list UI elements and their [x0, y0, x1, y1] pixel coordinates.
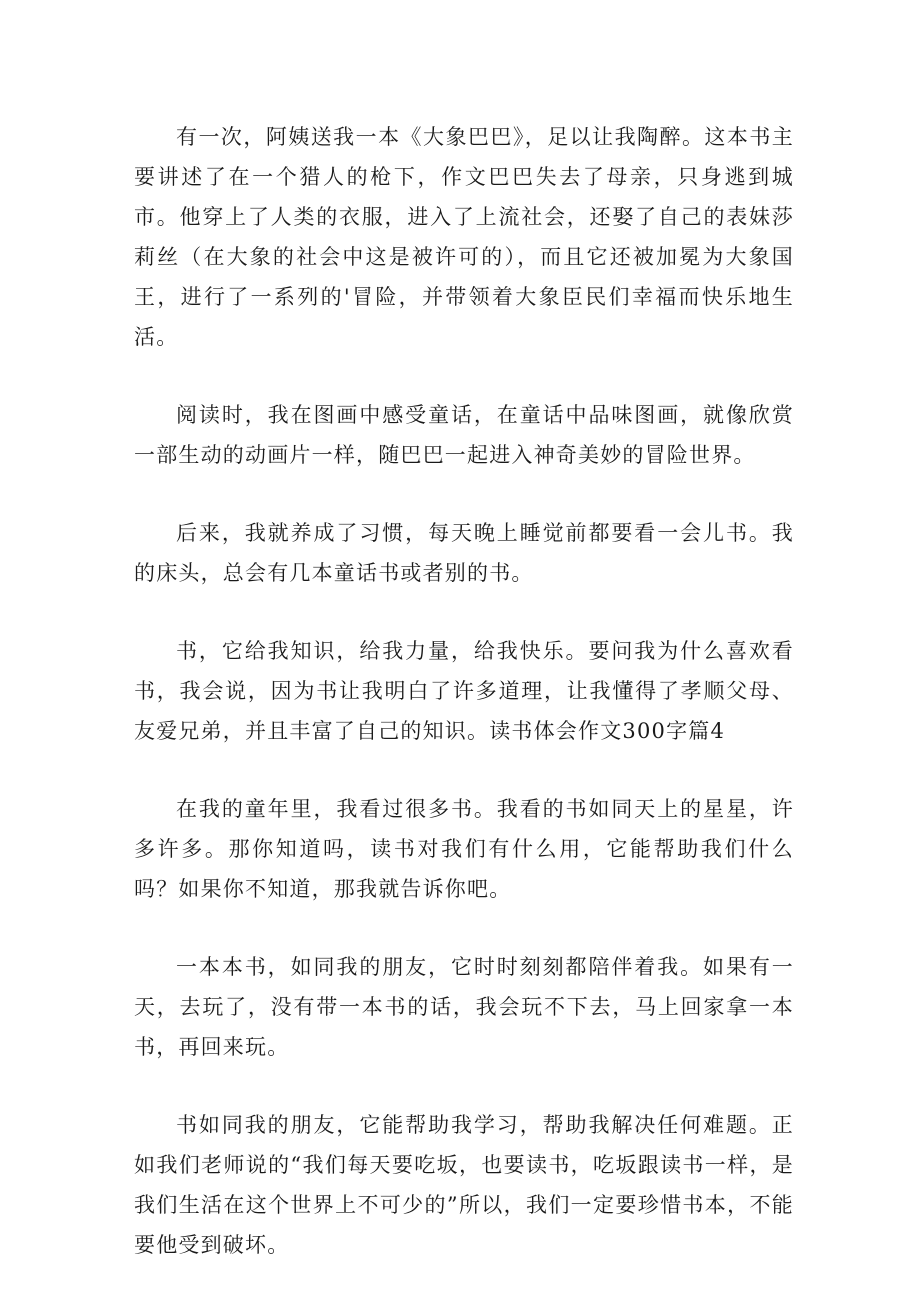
paragraph-5: 在我的童年里，我看过很多书。我看的书如同天上的星星，许多许多。那你知道吗，读书对我们有什么用，它能帮助我们什么吗？如果你不知道，那我就告诉你吧。	[134, 797, 794, 901]
paragraph-1: 有一次，阿姨送我一本《大象巴巴》，足以让我陶醉。这本书主要讲述了在一个猎人的枪下，作文巴巴失去了母亲，只身逃到城市。他穿上了人类的衣服，进入了上流社会，还娶了自己的表妹莎莉丝（在大象的社会中这是被许可的），而且它还被加冕为大象国王，进行了一系列的'冒险，并带领着大象臣民们幸福而快乐地生活。	[134, 125, 794, 349]
paragraph-4: 书，它给我知识，给我力量，给我快乐。要问我为什么喜欢看书，我会说，因为书让我明白了许多道理，让我懂得了孝顺父母、友爱兄弟，并且丰富了自己的知识。读书体会作文300字篇4	[134, 639, 794, 743]
paragraph-6: 一本本书，如同我的朋友，它时时刻刻都陪伴着我。如果有一天，去玩了，没有带一本书的话，我会玩不下去，马上回家拿一本书，再回来玩。	[134, 955, 794, 1059]
paragraph-3: 后来，我就养成了习惯，每天晚上睡觉前都要看一会儿书。我的床头，总会有几本童话书或者别的书。	[134, 521, 794, 585]
document-body	[134, 117, 794, 1303]
paragraph-2: 阅读时，我在图画中感受童话，在童话中品味图画，就像欣赏一部生动的动画片一样，随巴巴一起进入神奇美妙的冒险世界。	[134, 403, 794, 467]
paragraph-7: 书如同我的朋友，它能帮助我学习，帮助我解决任何难题。正如我们老师说的“我们每天要吃坂，也要读书，吃坂跟读书一样，是我们生活在这个世界上不可少的”所以，我们一定要珍惜书本，不能要他受到破坏。	[134, 1113, 794, 1257]
